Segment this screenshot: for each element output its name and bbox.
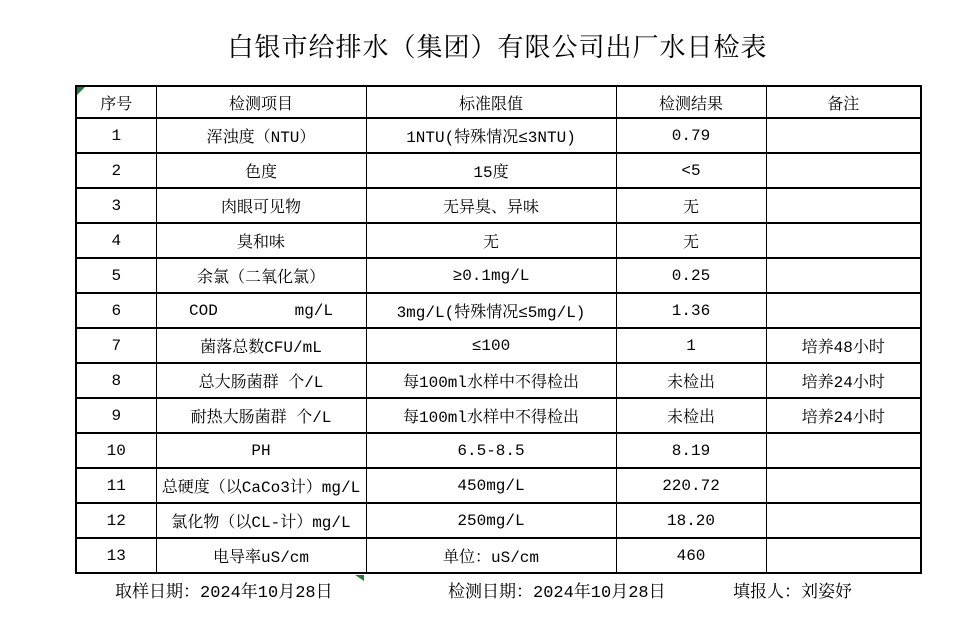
cell-remark	[766, 188, 921, 223]
column-header-remark: 备注	[766, 86, 921, 118]
cell-result: 1	[616, 328, 766, 363]
cell-item: 色度	[156, 153, 366, 188]
cell-limit: ≤100	[366, 328, 616, 363]
inspection-table	[75, 85, 922, 574]
reporter: 填报人：刘姿妤	[733, 584, 852, 603]
cell-result: 0.79	[616, 118, 766, 153]
cell-remark	[766, 118, 921, 153]
column-header-limit: 标准限值	[366, 86, 616, 118]
excel-corner-triangle-icon	[77, 87, 85, 95]
cell-item: COD mg/L	[156, 293, 366, 328]
cell-no: 12	[76, 503, 156, 538]
cell-remark	[766, 153, 921, 188]
column-header-no: 序号	[76, 86, 156, 118]
table-row	[76, 118, 921, 153]
table-row	[76, 153, 921, 188]
cell-no: 5	[76, 258, 156, 293]
sampling-date: 取样日期：2024年10月28日	[115, 584, 333, 603]
inspection-table-wrap	[75, 85, 922, 574]
cell-limit: ≥0.1mg/L	[366, 258, 616, 293]
cell-limit: 6.5-8.5	[366, 433, 616, 468]
table-row	[76, 503, 921, 538]
cell-limit: 无	[366, 223, 616, 258]
cell-result: 220.72	[616, 468, 766, 503]
cell-item: 浑浊度（NTU）	[156, 118, 366, 153]
cell-limit: 每100ml水样中不得检出	[366, 398, 616, 433]
cell-item: 耐热大肠菌群 个/L	[156, 398, 366, 433]
cell-result: 未检出	[616, 363, 766, 398]
cell-result: <5	[616, 153, 766, 188]
cell-limit: 15度	[366, 153, 616, 188]
cell-remark	[766, 538, 921, 573]
table-row	[76, 188, 921, 223]
cell-remark	[766, 433, 921, 468]
cell-no: 3	[76, 188, 156, 223]
cell-no: 1	[76, 118, 156, 153]
column-header-result: 检测结果	[616, 86, 766, 118]
cell-item: 电导率uS/cm	[156, 538, 366, 573]
table-row	[76, 363, 921, 398]
table-row	[76, 223, 921, 258]
cell-remark: 培养48小时	[766, 328, 921, 363]
cell-no: 9	[76, 398, 156, 433]
cell-result: 1.36	[616, 293, 766, 328]
cell-item: 余氯（二氧化氯）	[156, 258, 366, 293]
table-row	[76, 293, 921, 328]
table-row	[76, 538, 921, 573]
cell-no: 7	[76, 328, 156, 363]
cell-no: 6	[76, 293, 156, 328]
column-header-item: 检测项目	[156, 86, 366, 118]
test-date: 检测日期：2024年10月28日	[448, 584, 666, 603]
cell-remark	[766, 468, 921, 503]
table-row	[76, 468, 921, 503]
table-row	[76, 258, 921, 293]
cell-no: 2	[76, 153, 156, 188]
cell-limit: 450mg/L	[366, 468, 616, 503]
cell-item: 总大肠菌群 个/L	[156, 363, 366, 398]
cell-limit: 单位：uS/cm	[366, 538, 616, 573]
cell-no: 11	[76, 468, 156, 503]
cell-no: 8	[76, 363, 156, 398]
cell-item: PH	[156, 433, 366, 468]
cell-remark	[766, 293, 921, 328]
cell-limit: 250mg/L	[366, 503, 616, 538]
cell-item: 氯化物（以CL-计）mg/L	[156, 503, 366, 538]
cell-result: 8.19	[616, 433, 766, 468]
cell-result: 18.20	[616, 503, 766, 538]
footer	[0, 581, 974, 607]
cell-item: 臭和味	[156, 223, 366, 258]
cell-item: 总硬度（以CaCo3计）mg/L	[156, 468, 366, 503]
table-row	[76, 398, 921, 433]
cell-no: 10	[76, 433, 156, 468]
cell-limit: 3mg/L(特殊情况≤5mg/L)	[366, 293, 616, 328]
cell-result: 0.25	[616, 258, 766, 293]
cell-limit: 1NTU(特殊情况≤3NTU)	[366, 118, 616, 153]
cell-no: 13	[76, 538, 156, 573]
table-row	[76, 328, 921, 363]
table-header-row	[76, 86, 921, 118]
cell-result: 未检出	[616, 398, 766, 433]
cell-limit: 每100ml水样中不得检出	[366, 363, 616, 398]
cell-remark: 培养24小时	[766, 398, 921, 433]
cell-result: 460	[616, 538, 766, 573]
cell-remark	[766, 258, 921, 293]
cell-no: 4	[76, 223, 156, 258]
cell-result: 无	[616, 223, 766, 258]
table-row	[76, 433, 921, 468]
cell-remark: 培养24小时	[766, 363, 921, 398]
cell-item: 菌落总数CFU/mL	[156, 328, 366, 363]
cell-limit: 无异臭、异味	[366, 188, 616, 223]
cell-remark	[766, 503, 921, 538]
cell-remark	[766, 223, 921, 258]
cell-item: 肉眼可见物	[156, 188, 366, 223]
cell-result: 无	[616, 188, 766, 223]
page-title: 白银市给排水（集团）有限公司出厂水日检表	[227, 33, 768, 62]
